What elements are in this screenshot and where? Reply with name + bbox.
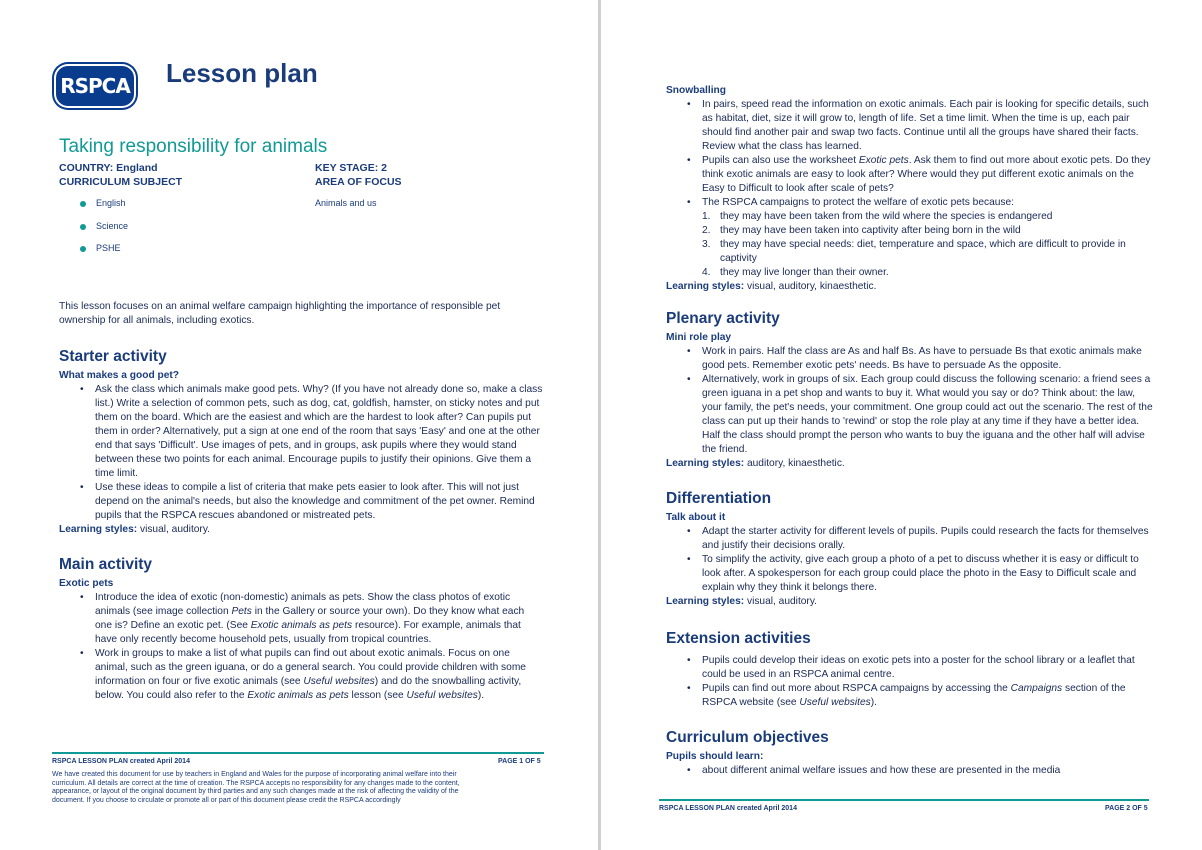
- list-item: • Pupils can also use the worksheet Exotic pets. Ask them to find out more about exotic pets. Do they think exotic animals are easy to look after? Where would they put different exotic animals on the Easy to Difficult to look after scale of pets?: [666, 154, 1156, 196]
- footer-page-number: PAGE 1 OF 5: [498, 758, 541, 765]
- footer-created: RSPCA LESSON PLAN created April 2014: [52, 758, 190, 765]
- numbered-item: 2. they may have been taken into captivity after being born in the wild: [702, 225, 1021, 236]
- numbered-item: 1. they may have been taken from the wild where the species is endangered: [702, 211, 1053, 222]
- footer-created: RSPCA LESSON PLAN created April 2014: [659, 805, 797, 812]
- list-item: • In pairs, speed read the information on exotic animals. Each pair is looking for specific details, such as habitat, diet, size it will grow to, length of life. Set a time limit. When the time is up, each pair should find another pair and swap two facts. Continue until all the groups have shared their facts. Review what the class has learned.: [666, 98, 1156, 154]
- list-item: • Use these ideas to compile a list of criteria that make pets easier to look after. This will not just depend on the animal's needs, but also the knowledge and commitment of the pet owner. Remind pupils that the RSPCA rescues abandoned or mistreated pets.: [59, 481, 544, 523]
- list-item: • Alternatively, work in groups of six. Each group could discuss the following scenario: a friend sees a green iguana in a pet shop and wants to buy it. What would you say or do? Think about: the law, your family, the pet's needs, your commitment. One group could act out the scenario. The rest of the class can put up their hands to 'rewind' or stop the role play at any time if they have a better idea. Half the class should prompt the person who wants to buy the iguana and the other half will advise the friend.: [666, 373, 1156, 457]
- list-item: • Pupils can find out more about RSPCA campaigns by accessing the Campaigns section of the RSPCA website (see Useful websites).: [666, 682, 1156, 710]
- numbered-item: 3. they may have special needs: diet, temperature and space, which are difficult to provide in captivity: [702, 239, 1126, 264]
- country-label: COUNTRY: England: [59, 162, 158, 174]
- section-heading: Extension activities: [666, 630, 811, 647]
- page-title: Lesson plan: [166, 58, 318, 88]
- learning-styles: Learning styles: auditory, kinaesthetic.: [666, 458, 845, 469]
- subject-list-item: PSHE: [80, 243, 121, 253]
- snowballing-section: [666, 84, 1156, 294]
- list-item: • Introduce the idea of exotic (non-domestic) animals as pets. Show the class photos of exotic animals (see image collection Pets in the Gallery or source your own). Do they know what each one is? Define an exotic pet. (See Exotic animals as pets resource). For example, animals that have only recently become household pets, usually from tropical countries.: [59, 591, 544, 647]
- rspca-logo: RSPCA: [56, 66, 134, 106]
- list-item: • Pupils could develop their ideas on exotic pets into a poster for the school library or a leaflet that could be used in an RSPCA animal centre.: [666, 654, 1156, 682]
- learning-styles: Learning styles: visual, auditory.: [59, 524, 210, 535]
- section-subheading: What makes a good pet?: [59, 370, 180, 381]
- section-heading: Curriculum objectives: [666, 729, 829, 746]
- curriculum-subject-label: CURRICULUM SUBJECT: [59, 176, 183, 188]
- learning-styles: Learning styles: visual, auditory.: [666, 596, 817, 607]
- section-heading: Starter activity: [59, 348, 167, 365]
- list-item: • Adapt the starter activity for different levels of pupils. Pupils could research the facts for themselves and justify their decisions orally.: [666, 525, 1156, 553]
- footer-rule: [52, 752, 544, 754]
- section-heading: Main activity: [59, 556, 153, 573]
- bullet-icon: [80, 201, 86, 207]
- section-subheading: Mini role play: [666, 332, 732, 343]
- list-item: • Ask the class which animals make good pets. Why? (If you have not already done so, make a class list.) Write a selection of common pets, such as dog, cat, goldfish, hamster, on sticky notes and put them on the board. Which are the easiest and which are the hardest to look after? Can pupils put them in order? Alternatively, put a sign at one end of the room that says 'Easy' and one at the other end that says 'Difficult'. Use images of pets, and in groups, ask pupils where they would stand between these two points for each animal. Encourage pupils to justify their opinions. Give them a time limit.: [59, 383, 544, 481]
- section-subheading: Talk about it: [666, 512, 726, 523]
- differentiation-section: [666, 490, 1156, 609]
- page-divider: [598, 0, 601, 850]
- footer-page-number: PAGE 2 OF 5: [1105, 805, 1148, 812]
- footer-disclaimer: We have created this document for use by teachers in England and Wales for the purpose of incorporating animal welfare into their curriculum. All details are correct at the time of creation. The RSPCA accepts no responsibility for any changes made to the content, appearance, or layout of the original document by third parties and any such changes made at the risk of affecting the validity of the document. If you choose to circulate or promote all or part of this document please credit the RSPCA accordingly: [52, 771, 460, 804]
- extension-section: [666, 630, 1156, 710]
- bullet-icon: [80, 246, 86, 252]
- document-page-2: [602, 0, 1202, 850]
- learning-styles: Learning styles: visual, auditory, kinaesthetic.: [666, 281, 877, 292]
- area-of-focus-label: AREA OF FOCUS: [315, 176, 402, 188]
- starter-section: [59, 348, 544, 537]
- footer-rule: [659, 799, 1149, 801]
- list-item: • Work in groups to make a list of what pupils can find out about exotic animals. Focus on one animal, such as the green iguana, or do a general search. You could provide children with some information on four or five exotic animals (see Useful websites) and do the snowballing activity, below. You could also refer to the Exotic animals as pets lesson (see Useful websites).: [59, 647, 544, 703]
- subject-list-item: English: [80, 198, 126, 208]
- focus-value: Animals and us: [315, 198, 377, 208]
- numbered-item: 4. they may live longer than their owner.: [702, 267, 889, 278]
- intro-paragraph: This lesson focuses on an animal welfare campaign highlighting the importance of responsible pet ownership for all animals, including exotics.: [59, 301, 501, 326]
- bullet-icon: [80, 224, 86, 230]
- section-subheading: Snowballing: [666, 85, 726, 96]
- curriculum-section: [666, 729, 1156, 778]
- section-subheading: Pupils should learn:: [666, 751, 764, 762]
- section-heading: Differentiation: [666, 490, 772, 507]
- plenary-section: [666, 310, 1156, 471]
- section-heading: Plenary activity: [666, 310, 780, 327]
- lesson-subtitle: Taking responsibility for animals: [59, 136, 328, 157]
- key-stage-label: KEY STAGE: 2: [315, 162, 387, 174]
- subject-list-item: Science: [80, 221, 128, 231]
- list-item: • about different animal welfare issues and how these are presented in the media: [666, 764, 1156, 778]
- document-page-1: [0, 0, 598, 850]
- list-item: • Work in pairs. Half the class are As and half Bs. As have to persuade Bs that exotic animals make good pets. Remember exotic pets' needs. Bs have to persuade As the opposite.: [666, 345, 1156, 373]
- main-activity-section: [59, 556, 544, 703]
- section-subheading: Exotic pets: [59, 578, 114, 589]
- list-item: • The RSPCA campaigns to protect the welfare of exotic pets because:: [666, 196, 1156, 210]
- list-item: • To simplify the activity, give each group a photo of a pet to discuss whether it is easy or difficult to look after. A spokesperson for each group could place the photo in the Easy to Difficult scale and explain why they think it belongs there.: [666, 553, 1156, 595]
